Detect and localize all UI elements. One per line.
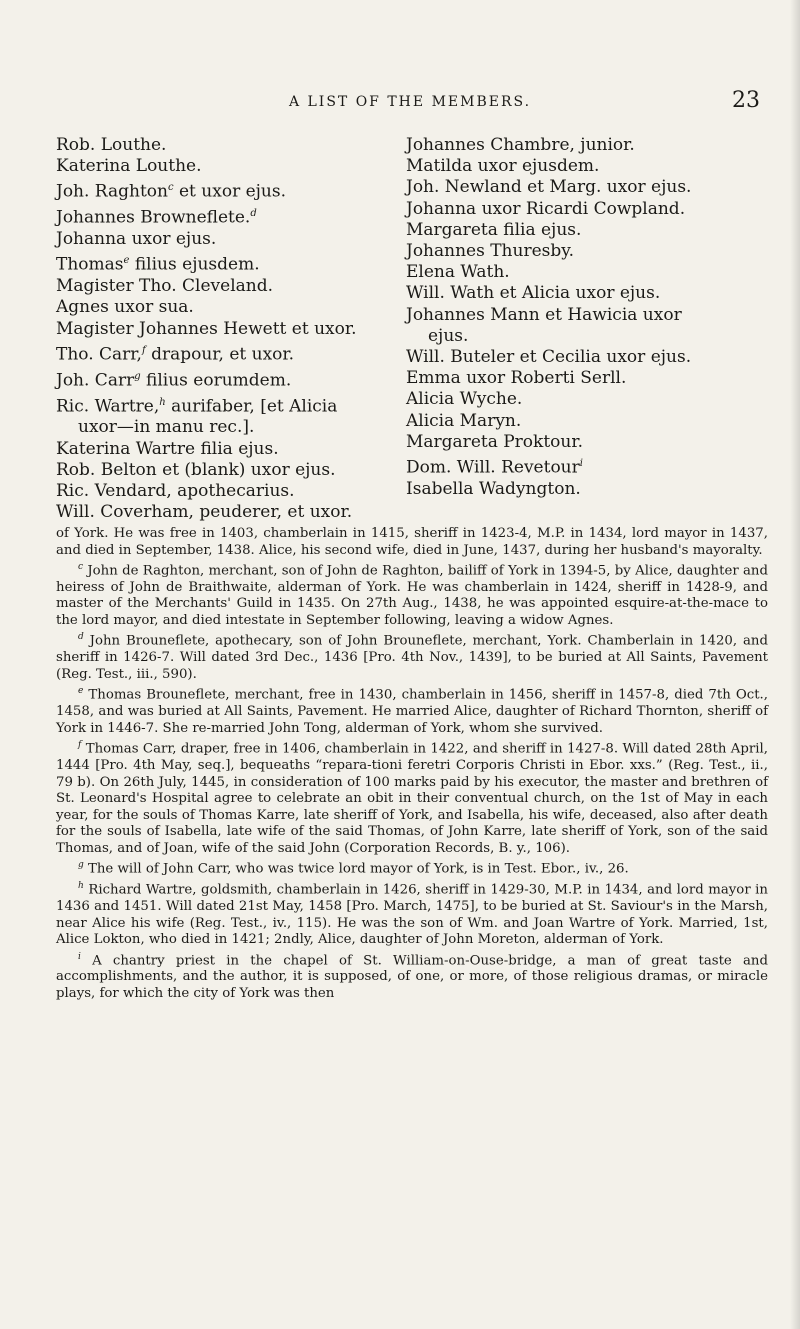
footnote-ref: g — [134, 370, 141, 382]
footnote-marker: c — [78, 562, 84, 572]
member-entry — [56, 276, 391, 297]
footnote-text: of York. He was free in 1403, chamberlain in 1415, sheriff in 1423-4, M.P. in 1434, lord mayor in 1437, and died in September, 1438. Alice, his second wife, died in June, 1437, during her husband's mayoralty. — [56, 526, 768, 558]
member-name: Katerina Wartre filia ejus. — [56, 438, 279, 459]
footnotes — [56, 526, 768, 1002]
member-name: Magister Johannes Hewett et uxor. — [56, 318, 357, 339]
footnote-text: Richard Wartre, goldsmith, chamberlain in 1426, sheriff in 1429-30, M.P. in 1434, and lord mayor in 1436 and 1451. Will dated 21st May, 1458 [Pro. March, 1475], to be buried at St. Saviour's in the Marsh, near Alice his wife (Reg. Test., iv., 115). He was the son of Wm. and Joan Wartre of York. Married, 1st, Alice Lokton, who died in 1421; 2ndly, Alice, daughter of John Moreton, alderman of York. — [56, 882, 768, 948]
footnote — [56, 737, 768, 857]
footnote-ref: i — [579, 458, 583, 470]
member-name: Johanna uxor ejus. — [56, 229, 217, 250]
member-name: Johannes Browneflete. — [56, 207, 251, 228]
member-name: Agnes uxor sua. — [56, 297, 194, 318]
page-edge-shadow — [790, 0, 800, 1329]
footnote-text: Thomas Brouneflete, merchant, free in 1430, chamberlain in 1456, sheriff in 1457-8, died 7th Oct., 1458, and was buried at All Saints, Pavement. He married Alice, daughter of Richard Thornton, sheriff of York in 1446-7. She re-married John Tong, alderman of York, whom she survived. — [56, 687, 768, 736]
member-entry — [56, 156, 391, 177]
member-entry — [56, 250, 391, 276]
member-name: Will. Buteler et Cecilia uxor ejus. — [406, 347, 692, 368]
member-entry — [406, 135, 741, 156]
member-entry — [406, 156, 741, 177]
footnote-marker: e — [78, 686, 84, 697]
members-column-right — [406, 135, 741, 500]
footnote-ref: e — [123, 255, 130, 267]
footnote — [56, 949, 768, 1003]
member-name: Alicia Maryn. — [406, 410, 522, 431]
running-title: A LIST OF THE MEMBERS. — [288, 94, 532, 110]
member-entry — [56, 135, 391, 156]
member-name: Alicia Wyche. — [406, 389, 523, 410]
member-name: Johanna uxor Ricardi Cowpland. — [406, 198, 686, 219]
member-name: Joh. Carr — [56, 370, 135, 391]
member-entry — [56, 297, 391, 318]
member-entry — [406, 199, 741, 220]
member-entry — [56, 366, 391, 392]
footnote-marker: d — [78, 632, 84, 643]
member-name: Tho. Carr, — [56, 344, 142, 365]
running-header — [60, 88, 760, 114]
member-entry — [406, 241, 741, 262]
member-name: Johannes Thuresby. — [406, 241, 574, 262]
member-entry — [406, 347, 741, 368]
footnote-text: The will of John Carr, who was twice lord mayor of York, is in Test. Ebor., iv., 26. — [88, 861, 629, 877]
member-detail: et uxor ejus. — [173, 182, 287, 203]
member-entry — [406, 262, 741, 283]
page-number: 23 — [732, 88, 760, 113]
member-entry — [406, 432, 741, 453]
member-name: Will. Wath et Alicia uxor ejus. — [406, 283, 661, 304]
member-detail: drapour, et uxor. — [145, 344, 295, 365]
member-name: Dom. Will. Revetour — [406, 457, 580, 478]
member-entry — [56, 392, 391, 418]
member-name: Katerina Louthe. — [56, 156, 202, 177]
member-name: Joh. Newland et Marg. uxor ejus. — [406, 177, 692, 198]
member-name: Rob. Louthe. — [56, 135, 167, 155]
member-detail: aurifaber, [et Alicia — [165, 396, 338, 417]
footnote — [56, 559, 768, 629]
footnote-text: A chantry priest in the chapel of St. William-on-Ouse-bridge, a man of great taste and accomplishments, and the author, it is supposed, of one, or more, of those religious dramas, or miracle plays, for which the city of York was then — [56, 952, 768, 1001]
member-name: Matilda uxor ejusdem. — [406, 156, 600, 177]
member-entry — [406, 177, 741, 198]
member-entry — [56, 340, 391, 366]
member-entry — [56, 439, 391, 460]
member-detail: filius eorumdem. — [140, 370, 292, 391]
member-name: Johannes Mann et Hawicia uxor — [406, 304, 682, 325]
member-name: Margareta filia ejus. — [406, 219, 582, 240]
footnote-marker: g — [78, 860, 84, 871]
member-entry — [56, 177, 391, 203]
member-name: Emma uxor Roberti Serll. — [406, 368, 627, 389]
member-entry — [406, 368, 741, 389]
member-entry — [56, 502, 391, 523]
member-name: Rob. Belton et (blank) uxor ejus. — [56, 459, 336, 480]
member-entry — [56, 229, 391, 250]
footnote-marker: f — [78, 740, 82, 751]
member-name: Joh. Raghton — [56, 182, 168, 203]
member-entry — [406, 411, 741, 432]
footnote — [56, 857, 768, 878]
member-entry — [406, 479, 741, 500]
member-detail: filius ejusdem. — [129, 254, 260, 275]
footnote-ref: c — [167, 182, 174, 194]
member-name: Johannes Chambre, junior. — [406, 135, 635, 155]
footnote-text: Thomas Carr, draper, free in 1406, chamberlain in 1422, and sheriff in 1427-8. Will dated 28th April, 1444 [Pro. 4th May, seq.], bequeaths “repara-tioni feretri Corporis Christi in Ebor. xxs.” (Reg. Test., ii., 79 b). On 26th July, 1445, in consideration of 100 marks paid by his executor, the master and brethren of St. Leonard's Hospital agree to celebrate an obit in their conventual church, on the 1st of May in each year, for the souls of Thomas Karre, late sheriff of York, and Isabella, his wife, deceased, also after death for the souls of Isabella, late wife of the said Thomas, of John Karre, late sheriff of York, son of the said Thomas, and of Joan, wife of the said John (Corporation Records, B. y., 106). — [56, 741, 768, 856]
footnote-ref: h — [159, 396, 166, 408]
member-name: Thomas — [56, 254, 124, 275]
footnote — [56, 878, 768, 948]
footnote-ref: d — [250, 208, 257, 220]
member-name: Will. Coverham, peuderer, et uxor. — [56, 502, 353, 523]
members-column-left — [56, 135, 391, 523]
members-list — [56, 135, 766, 523]
member-entry — [56, 481, 391, 502]
footnote-text: John Brouneflete, apothecary, son of John Brouneflete, merchant, York. Chamberlain in 1420, and sheriff in 1426-7. Will dated 3rd Dec., 1436 [Pro. 4th Nov., 1439], to be buried at All Saints, Pavement (Reg. Test., iii., 590). — [56, 633, 768, 682]
member-entry — [406, 220, 741, 241]
member-entry — [56, 417, 391, 438]
member-entry — [56, 319, 391, 340]
footnote-marker: i — [78, 951, 81, 962]
member-entry — [406, 305, 741, 326]
footnote — [56, 683, 768, 737]
footnote-marker: h — [78, 881, 84, 892]
member-name: Isabella Wadyngton. — [406, 478, 581, 499]
member-name: Elena Wath. — [406, 262, 510, 283]
footnote-ref: f — [141, 344, 146, 356]
footnote-text: John de Raghton, merchant, son of John de Raghton, bailiff of York in 1394-5, by Alice, daughter and heiress of John de Braithwaite, alderman of York. He was chamberlain in 1424, sheriff in 1428-9, and master of the Merchants' Guild in 1435. On 27th Aug., 1438, he was appointed esquire-at-the-mace to the lord mayor, and died intestate in September following, leaving a widow Agnes. — [56, 563, 768, 628]
member-entry — [56, 460, 391, 481]
member-name: Margareta Proktour. — [406, 431, 584, 452]
footnote — [56, 526, 768, 559]
member-entry — [406, 283, 741, 304]
member-name: ejus. — [428, 325, 469, 346]
member-name: uxor—in manu rec.]. — [78, 417, 255, 438]
member-entry — [406, 389, 741, 410]
member-entry — [56, 203, 391, 229]
member-entry — [406, 326, 741, 347]
member-entry — [406, 453, 741, 479]
member-name: Ric. Wartre, — [56, 396, 160, 417]
footnote — [56, 629, 768, 683]
member-name: Magister Tho. Cleveland. — [56, 276, 274, 297]
member-name: Ric. Vendard, apothecarius. — [56, 480, 295, 501]
